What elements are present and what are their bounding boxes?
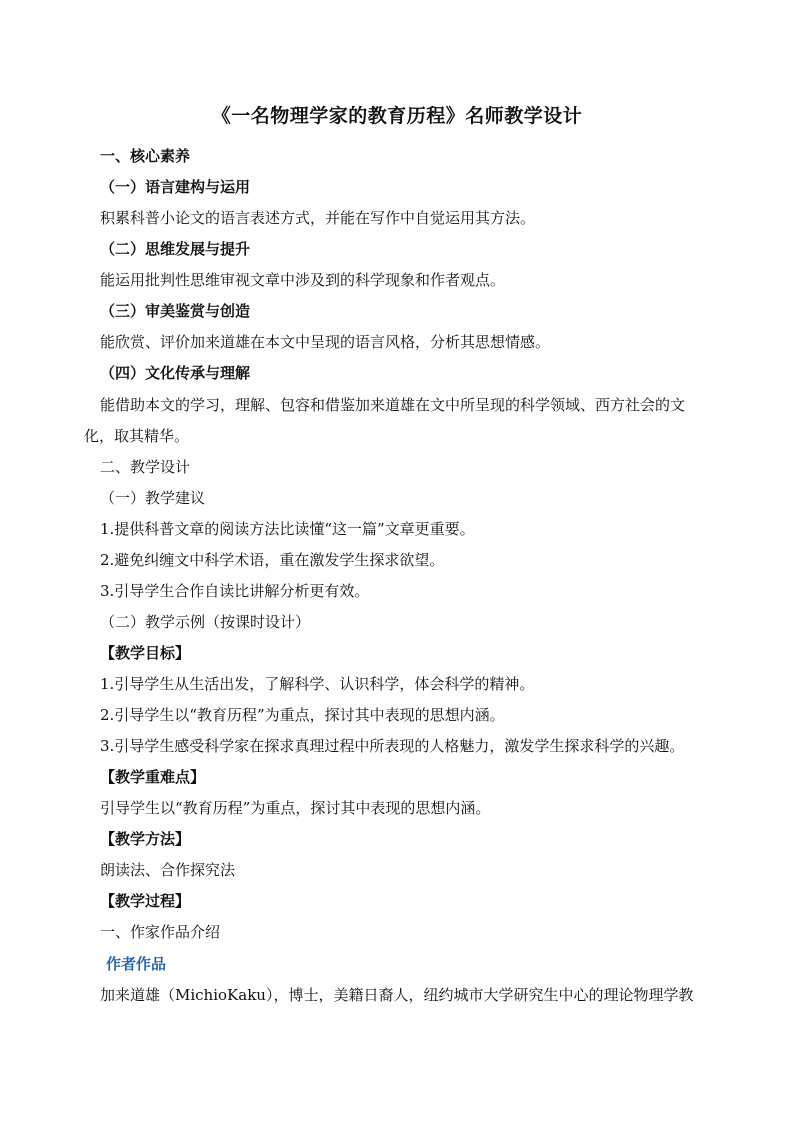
heading-teaching-methods: 【教学方法】 xyxy=(100,830,191,848)
list-item: 2.避免纠缠文中科学术语，重在激发学生探求欲望。 xyxy=(100,551,445,569)
subheading-thinking: （二）思维发展与提升 xyxy=(100,240,251,258)
paragraph-aesthetics: 能欣赏、评价加来道雄在本文中呈现的语言风格，分析其思想情感。 xyxy=(100,333,551,351)
subheading-language: （一）语言建构与运用 xyxy=(100,178,251,196)
subheading-aesthetics: （三）审美鉴赏与创造 xyxy=(100,302,251,320)
heading-teaching-process: 【教学过程】 xyxy=(100,892,191,910)
list-item: 1.提供科普文章的阅读方法比读懂“这一篇”文章更重要。 xyxy=(100,520,475,538)
paragraph-culture-line1: 能借助本文的学习，理解、包容和借鉴加来道雄在文中所呈现的科学领域、西方社会的文 xyxy=(100,396,686,414)
list-item: 2.引导学生以“教育历程”为重点，探讨其中表现的思想内涵。 xyxy=(100,706,505,724)
list-item: 3.引导学生感受科学家在探求真理过程中所表现的人格魅力，激发学生探求科学的兴趣。 xyxy=(100,737,685,755)
step-author-intro: 一、作家作品介绍 xyxy=(100,923,221,941)
paragraph-thinking: 能运用批判性思维审视文章中涉及到的科学现象和作者观点。 xyxy=(100,271,506,289)
heading-key-points: 【教学重难点】 xyxy=(100,768,206,786)
subheading-teaching-suggestions: （一）教学建议 xyxy=(100,489,206,507)
section-heading-core-literacy: 一、核心素养 xyxy=(100,147,191,165)
paragraph-language: 积累科普小论文的语言表述方式，并能在写作中自觉运用其方法。 xyxy=(100,209,536,227)
list-item: 1.引导学生从生活出发，了解科学、认识科学，体会科学的精神。 xyxy=(100,675,535,693)
paragraph-key-points: 引导学生以“教育历程”为重点，探讨其中表现的思想内涵。 xyxy=(100,799,491,817)
paragraph-author-intro: 加来道雄（MichioKaku），博士，美籍日裔人，纽约城市大学研究生中心的理论物理学教 xyxy=(100,986,694,1004)
page-title: 《一名物理学家的教育历程》名师教学设计 xyxy=(211,105,583,127)
list-item: 3.引导学生合作自读比讲解分析更有效。 xyxy=(100,582,370,600)
paragraph-culture-line2: 化，取其精华。 xyxy=(84,427,190,445)
subheading-teaching-example: （二）教学示例（按课时设计） xyxy=(100,613,311,631)
heading-teaching-goals: 【教学目标】 xyxy=(100,644,191,662)
section-heading-teaching-design: 二、教学设计 xyxy=(100,458,191,476)
heading-author-works: 作者作品 xyxy=(106,955,167,973)
paragraph-teaching-methods: 朗读法、合作探究法 xyxy=(100,861,236,879)
subheading-culture: （四）文化传承与理解 xyxy=(100,364,251,382)
